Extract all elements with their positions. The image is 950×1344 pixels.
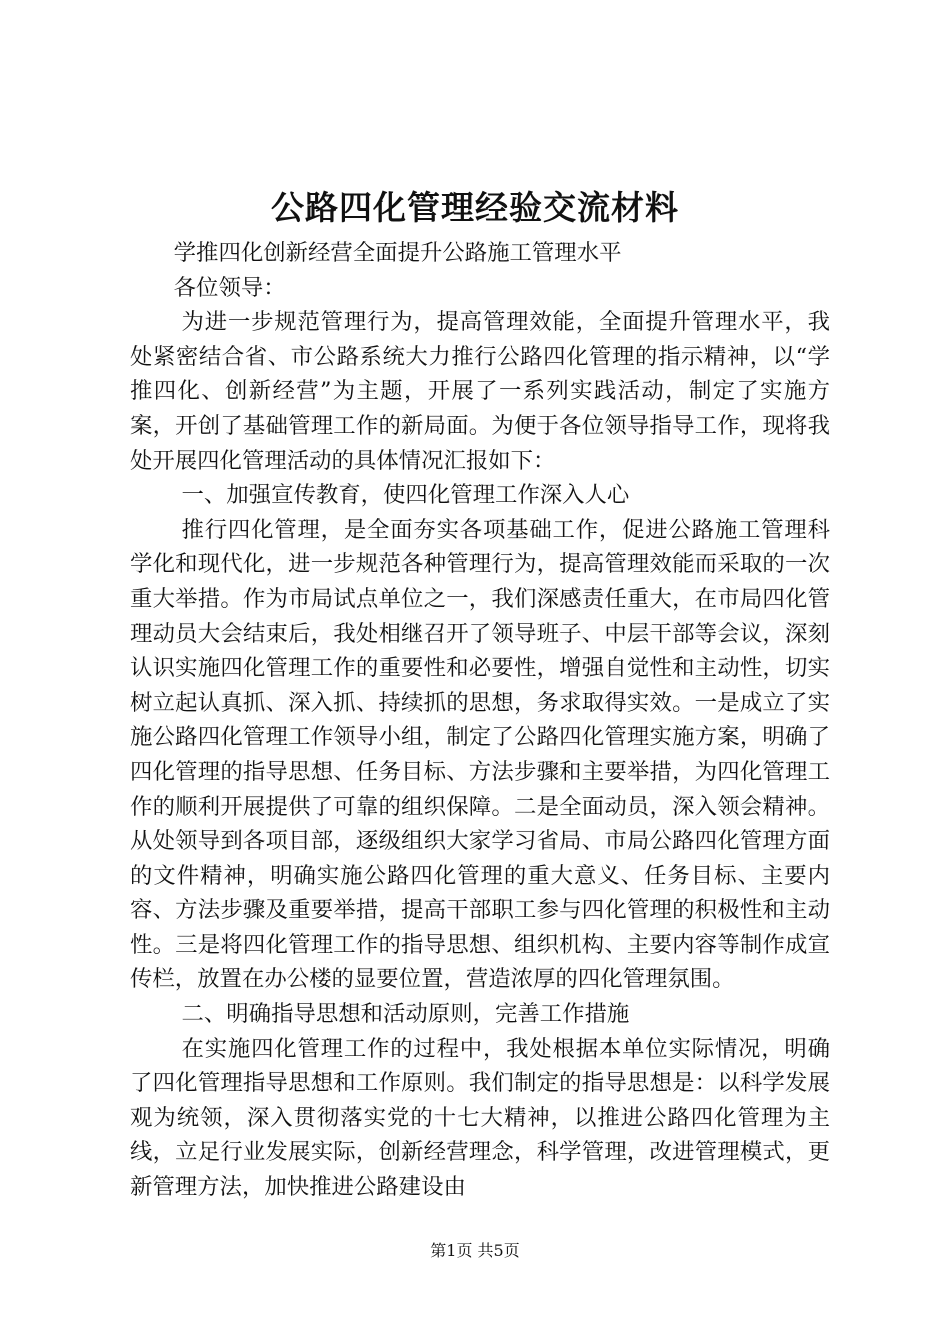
paragraph-section-2: 在实施四化管理工作的过程中，我处根据本单位实际情况，明确了四化管理指导思想和工作原则。我们制定的指导思想是：以科学发展观为统领，深入贯彻落实党的十七大精神，以推进公路四化管理为主线，立足行业发展实际，创新经营理念，科学管理，改进管理模式，更新管理方法，加快推进公路建设由 <box>130 1035 830 1201</box>
paragraph-section-1: 推行四化管理，是全面夯实各项基础工作，促进公路施工管理科学化和现代化，进一步规范各种管理行为，提高管理效能而采取的一次重大举措。作为市局试点单位之一，我们深感责任重大，在市局四化管理动员大会结束后，我处相继召开了领导班子、中层干部等会议，深刻认识实施四化管理工作的重要性和必要性，增强自觉性和主动性，切实树立起认真抓、深入抓、持续抓的思想，务求取得实效。一是成立了实施公路四化管理工作领导小组，制定了公路四化管理实施方案，明确了四化管理的指导思想、任务目标、方法步骤和主要举措，为四化管理工作的顺利开展提供了可靠的组织保障。二是全面动员，深入领会精神。从处领导到各项目部，逐级组织大家学习省局、市局公路四化管理方面的文件精神，明确实施公路四化管理的重大意义、任务目标、主要内容、方法步骤及重要举措，提高干部职工参与四化管理的积极性和主动性。三是将四化管理工作的指导思想、组织机构、主要内容等制作成宣传栏，放置在办公楼的显要位置，营造浓厚的四化管理氛围。 <box>130 516 830 993</box>
section-heading-2: 二、明确指导思想和活动原则，完善工作措施 <box>181 1001 630 1028</box>
page-footer: 第1页 共5页 <box>430 1241 520 1260</box>
document-body <box>130 236 830 1205</box>
salutation: 各位领导： <box>173 274 286 301</box>
section-heading-1: 一、加强宣传教育，使四化管理工作深入人心 <box>181 482 630 509</box>
paragraph-intro: 为进一步规范管理行为，提高管理效能，全面提升管理水平，我处紧密结合省、市公路系统大力推行公路四化管理的指示精神，以“学推四化、创新经营”为主题，开展了一系列实践活动，制定了实施方案，开创了基础管理工作的新局面。为便于各位领导指导工作，现将我处开展四化管理活动的具体情况汇报如下： <box>130 309 830 474</box>
subtitle-line: 学推四化创新经营全面提升公路施工管理水平 <box>173 240 622 266</box>
document-title: 公路四化管理经验交流材料 <box>271 188 679 227</box>
